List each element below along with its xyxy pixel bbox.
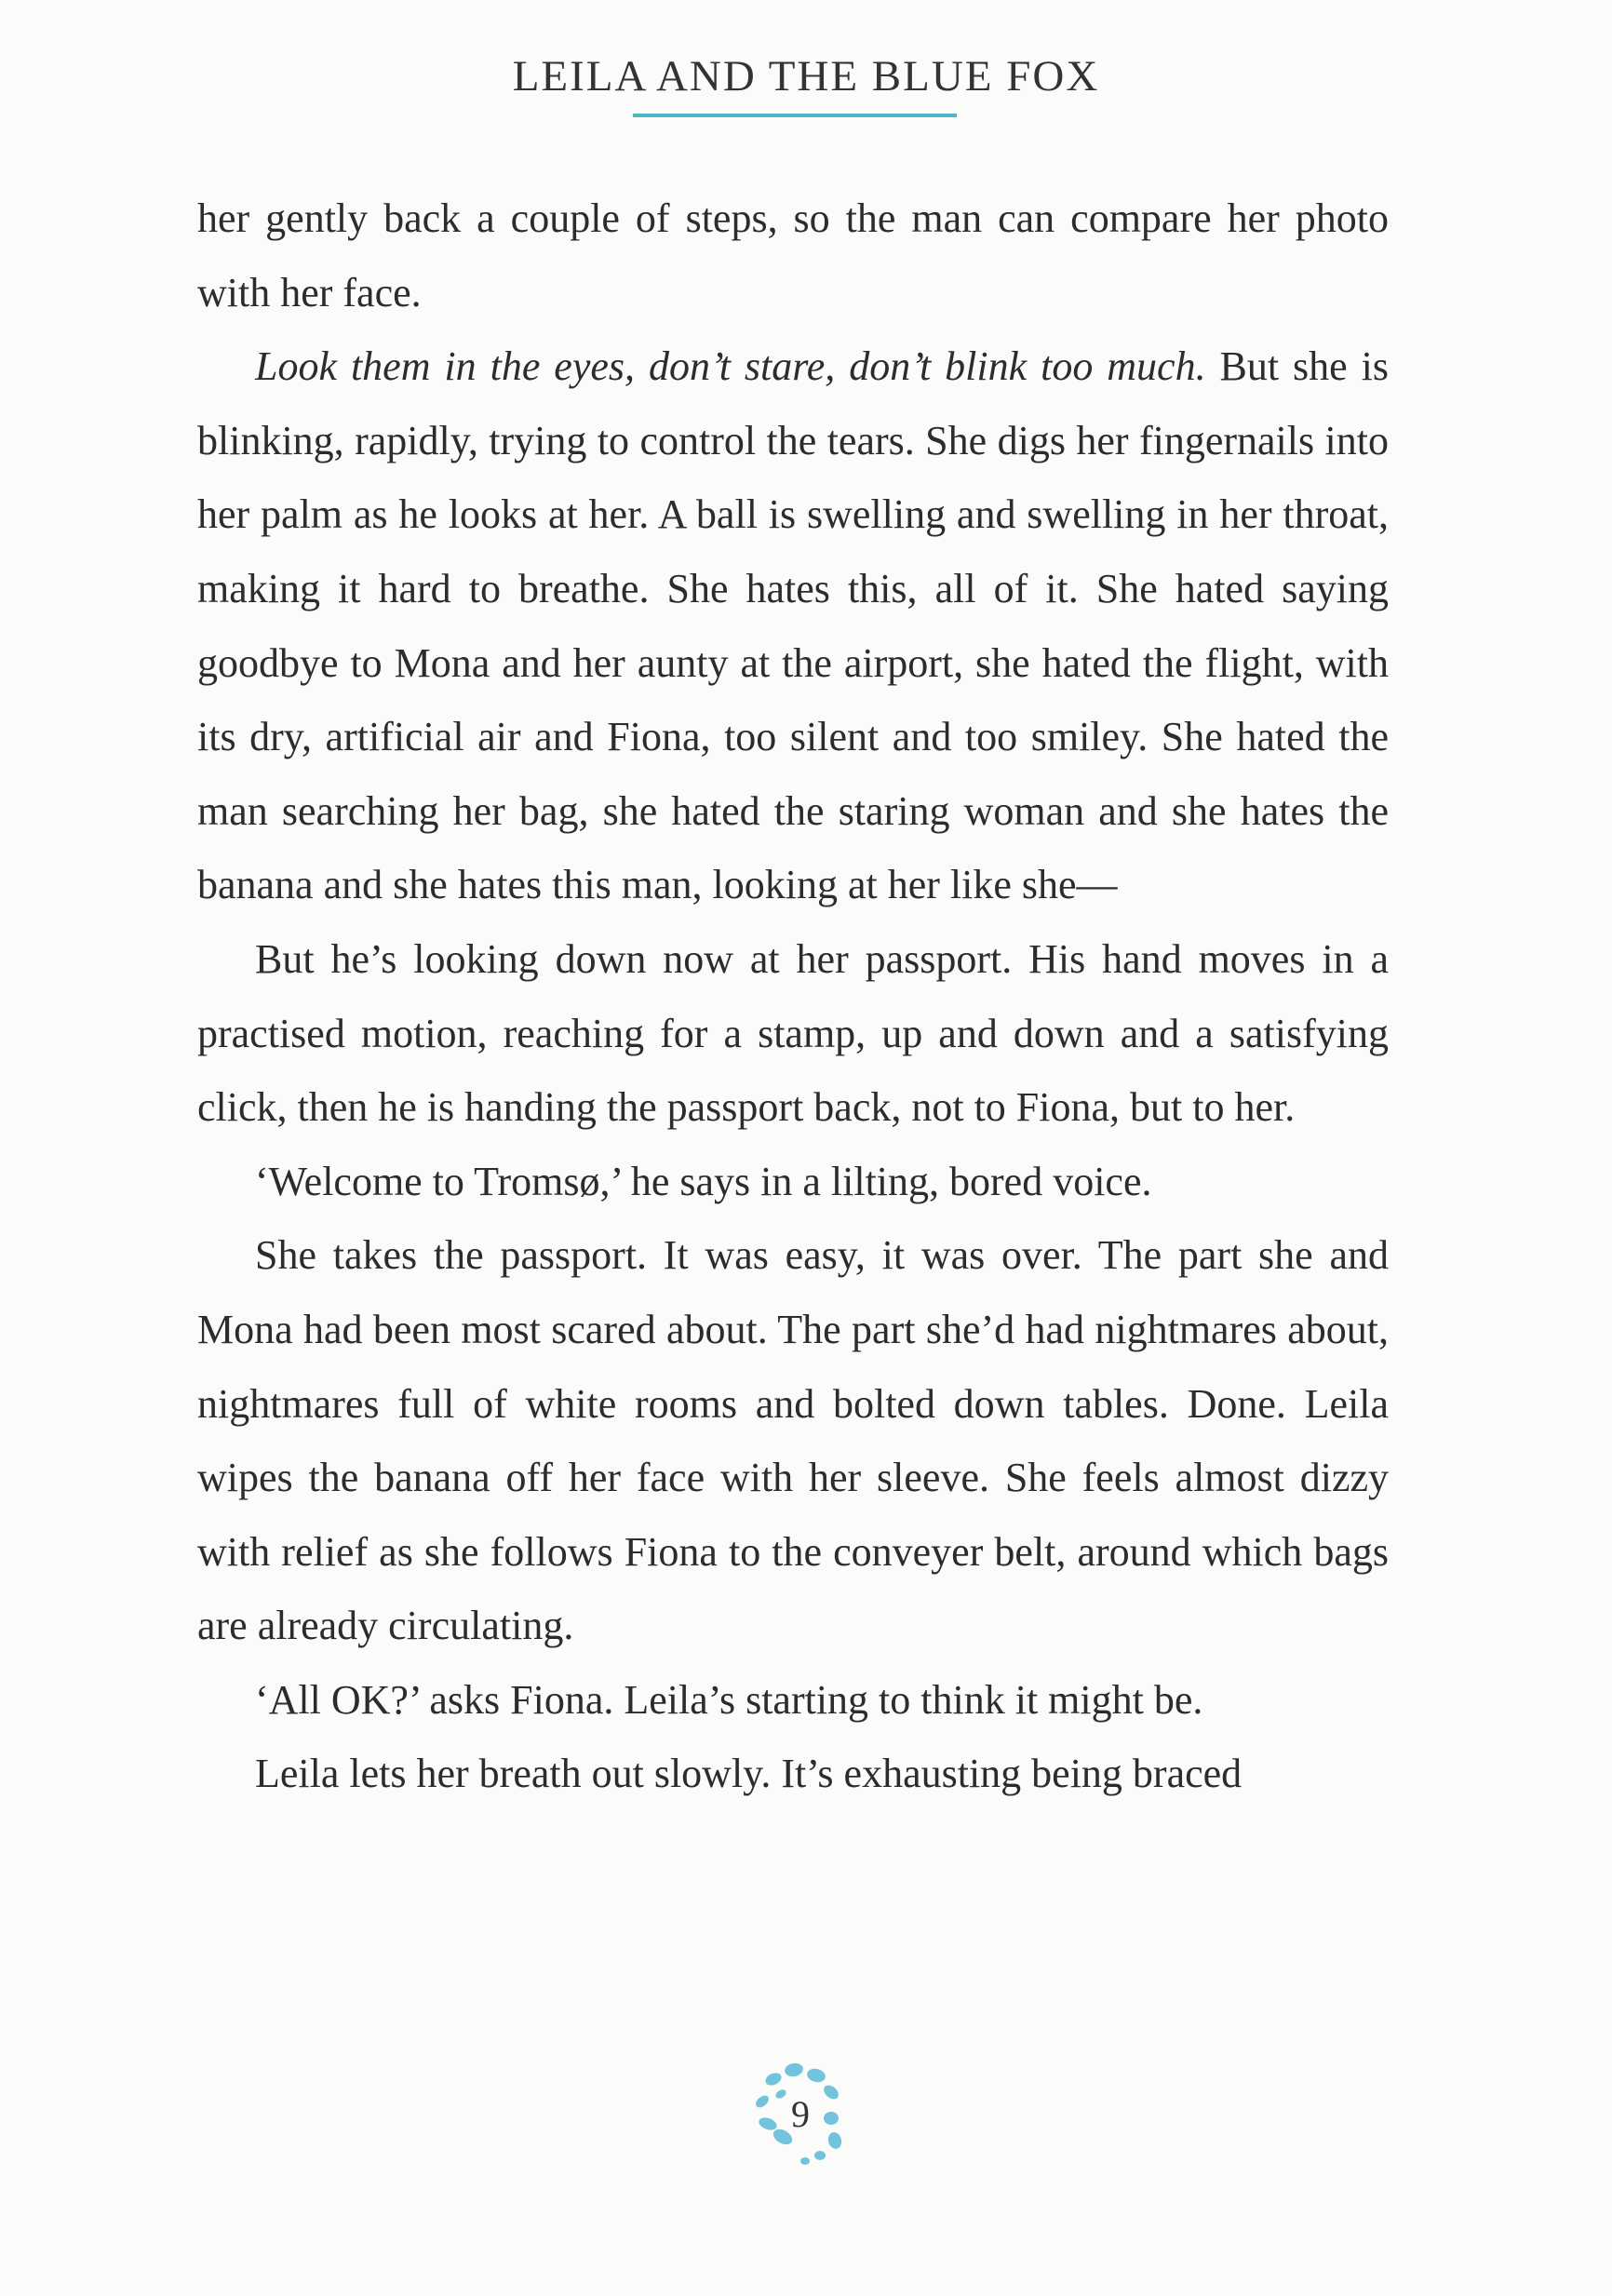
paragraph: Leila lets her breath out slowly. It’s exhausting being braced <box>255 1751 1243 1797</box>
body-text <box>197 181 1389 1811</box>
paragraph: But he’s looking down now at her passport. His hand moves in a practised motion, reaching for a stamp, up and down and a satisfying click, then he is handing the passport back, not to Fiona, but to her. <box>197 935 1389 1131</box>
running-header: LEILA AND THE BLUE FOX <box>512 52 1100 101</box>
page-number: 9 <box>791 2093 810 2135</box>
paragraph-text: But she is blinking, rapidly, trying to control the tears. She digs her fingernails into her palm as he looks at her. A ball is swelling and swelling in her throat, making it hard to breathe. She hates this, all of it. She hated saying goodbye to Mona and her aunty at the airport, she hated the flight, with its dry, artificial air and Fiona, too silent and too smiley. She hated the man searching her bag, she hated the staring woman and she hates the banana and she hates this man, looking at her like she— <box>197 343 1389 908</box>
italic-thought: Look them in the eyes, don’t stare, don’t blink too much. <box>255 343 1206 390</box>
page-number-ornament <box>740 2057 861 2178</box>
paragraph: She takes the passport. It was easy, it was over. The part she and Mona had been most scared about. The part she’d had nightmares about, nightmares full of white rooms and bolted down tables. Done. Leila wipes the banana off her face with her sleeve. She feels almost dizzy with relief as she follows Fiona to the conveyer belt, around which bags are already circulating. <box>197 1232 1389 1649</box>
paragraph <box>197 329 1389 922</box>
paragraph: her gently back a couple of steps, so the man can compare her photo with her face. <box>197 195 1389 316</box>
header-underline <box>633 114 957 117</box>
paragraph: ‘All OK?’ asks Fiona. Leila’s starting to think it might be. <box>255 1676 1203 1723</box>
paragraph: ‘Welcome to Tromsø,’ he says in a lilting, bored voice. <box>255 1158 1152 1204</box>
